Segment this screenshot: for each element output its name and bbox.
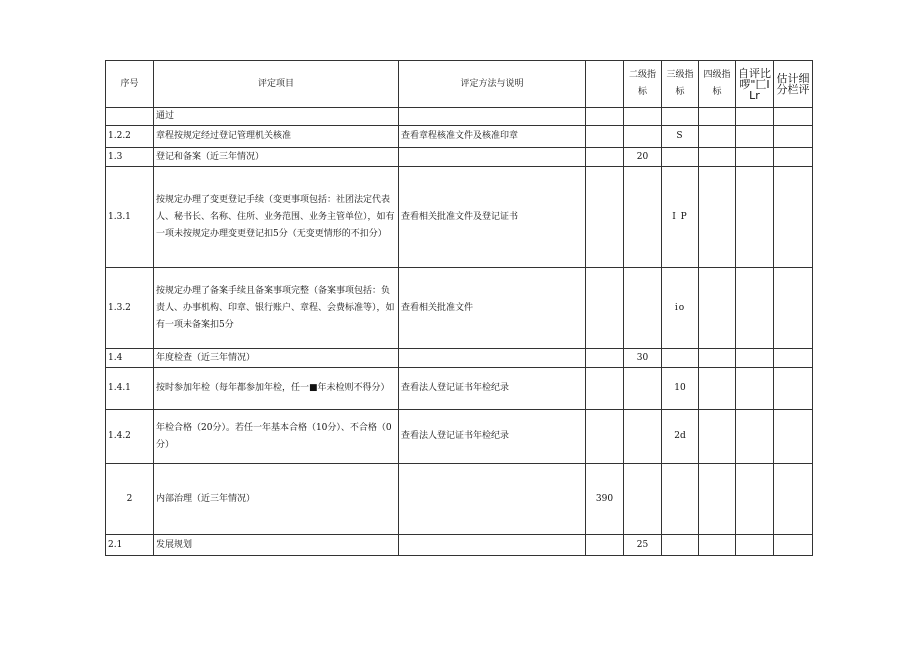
row-method: 查看法人登记证书年检纪录: [399, 410, 586, 464]
row-estimate: [774, 464, 813, 535]
row-method: [399, 349, 586, 368]
row-level3: 2d: [662, 410, 699, 464]
row-level2: [624, 368, 662, 410]
row-level3: 10: [662, 368, 699, 410]
row-c1: [586, 410, 624, 464]
row-self: [736, 464, 774, 535]
row-level3: [662, 148, 699, 167]
row-item: 章程按规定经过登记管理机关核准: [154, 126, 399, 148]
row-self: [736, 349, 774, 368]
row-estimate: [774, 349, 813, 368]
table-row: [106, 464, 813, 535]
header-estimate: 估计细分栏评: [774, 61, 813, 108]
row-level4: [699, 410, 736, 464]
row-item: 内部治理（近三年情况）: [154, 464, 399, 535]
row-level2: [624, 167, 662, 268]
row-level4: [699, 148, 736, 167]
header-blank: [586, 61, 624, 108]
row-self: [736, 535, 774, 556]
row-estimate: [774, 268, 813, 349]
row-item: 按规定办理了备案手续且备案事项完整（备案事项包括：负责人、办事机构、印章、银行账户、章程、会费标准等），如有一项未备案扣5分: [154, 268, 399, 349]
row-method: [399, 464, 586, 535]
row-c1: 390: [586, 464, 624, 535]
header-item: 评定项目: [154, 61, 399, 108]
table-row: [106, 268, 813, 349]
row-level2: 25: [624, 535, 662, 556]
row-seq: 1.4.1: [106, 368, 154, 410]
table-row: [106, 368, 813, 410]
row-item: 发展规划: [154, 535, 399, 556]
row-c1: [586, 148, 624, 167]
row-seq: 1.2.2: [106, 126, 154, 148]
row-seq: 1.3.2: [106, 268, 154, 349]
row-method: [399, 535, 586, 556]
header-level3: 三级指标: [662, 61, 699, 108]
row-level2: [624, 108, 662, 126]
row-c1: [586, 349, 624, 368]
evaluation-table: [105, 60, 813, 556]
row-estimate: [774, 368, 813, 410]
row-estimate: [774, 535, 813, 556]
row-method: 查看章程核准文件及核准印章: [399, 126, 586, 148]
row-item: 按时参加年检（每年都参加年检，任一■年未检则不得分）: [154, 368, 399, 410]
table-row: [106, 410, 813, 464]
header-seq: 序号: [106, 61, 154, 108]
row-estimate: [774, 126, 813, 148]
row-seq: 2: [106, 464, 154, 535]
row-level2: [624, 410, 662, 464]
header-self: 自评比啰"匚ILr: [736, 61, 774, 108]
row-estimate: [774, 148, 813, 167]
row-self: [736, 126, 774, 148]
table-row: [106, 349, 813, 368]
row-level4: [699, 368, 736, 410]
row-c1: [586, 126, 624, 148]
row-seq: 1.3.1: [106, 167, 154, 268]
row-self: [736, 410, 774, 464]
row-self: [736, 148, 774, 167]
row-level4: [699, 535, 736, 556]
row-level2: 30: [624, 349, 662, 368]
table-row: [106, 108, 813, 126]
row-seq: 2.1: [106, 535, 154, 556]
row-item: 年度检查（近三年情况）: [154, 349, 399, 368]
row-c1: [586, 368, 624, 410]
row-level3: [662, 349, 699, 368]
row-level2: 20: [624, 148, 662, 167]
row-c1: [586, 108, 624, 126]
row-level3: I P: [662, 167, 699, 268]
table-row: [106, 167, 813, 268]
row-seq: 1.4.2: [106, 410, 154, 464]
row-estimate: [774, 167, 813, 268]
row-level2: [624, 268, 662, 349]
header-method: 评定方法与说明: [399, 61, 586, 108]
row-seq: 1.3: [106, 148, 154, 167]
row-level4: [699, 268, 736, 349]
row-c1: [586, 167, 624, 268]
row-level3: io: [662, 268, 699, 349]
row-method: [399, 108, 586, 126]
table-row: [106, 148, 813, 167]
row-item: 登记和备案（近三年情况）: [154, 148, 399, 167]
row-level4: [699, 464, 736, 535]
row-seq: 1.4: [106, 349, 154, 368]
header-row: [106, 61, 813, 108]
row-method: [399, 148, 586, 167]
row-self: [736, 108, 774, 126]
row-level2: [624, 464, 662, 535]
row-seq: [106, 108, 154, 126]
row-level2: [624, 126, 662, 148]
table-row: [106, 535, 813, 556]
row-estimate: [774, 410, 813, 464]
table-row: [106, 126, 813, 148]
row-self: [736, 268, 774, 349]
row-method: 查看相关批准文件及登记证书: [399, 167, 586, 268]
row-estimate: [774, 108, 813, 126]
row-item: 通过: [154, 108, 399, 126]
row-method: 查看相关批准文件: [399, 268, 586, 349]
row-c1: [586, 535, 624, 556]
row-self: [736, 167, 774, 268]
row-level4: [699, 108, 736, 126]
row-level3: [662, 464, 699, 535]
row-level3: S: [662, 126, 699, 148]
row-c1: [586, 268, 624, 349]
header-level4: 四级指标: [699, 61, 736, 108]
row-level4: [699, 126, 736, 148]
row-level4: [699, 167, 736, 268]
header-level2: 二级指标: [624, 61, 662, 108]
row-level3: [662, 108, 699, 126]
row-item: 按规定办理了变更登记手续（变更事项包括：社团法定代表人、秘书长、名称、住所、业务范围、业务主管单位），如有一项未按规定办理变更登记扣5分（无变更情形的不扣分）: [154, 167, 399, 268]
row-method: 查看法人登记证书年检纪录: [399, 368, 586, 410]
row-self: [736, 368, 774, 410]
row-level4: [699, 349, 736, 368]
row-level3: [662, 535, 699, 556]
row-item: 年检合格（20分）。若任一年基本合格（10分）、不合格（0分）: [154, 410, 399, 464]
